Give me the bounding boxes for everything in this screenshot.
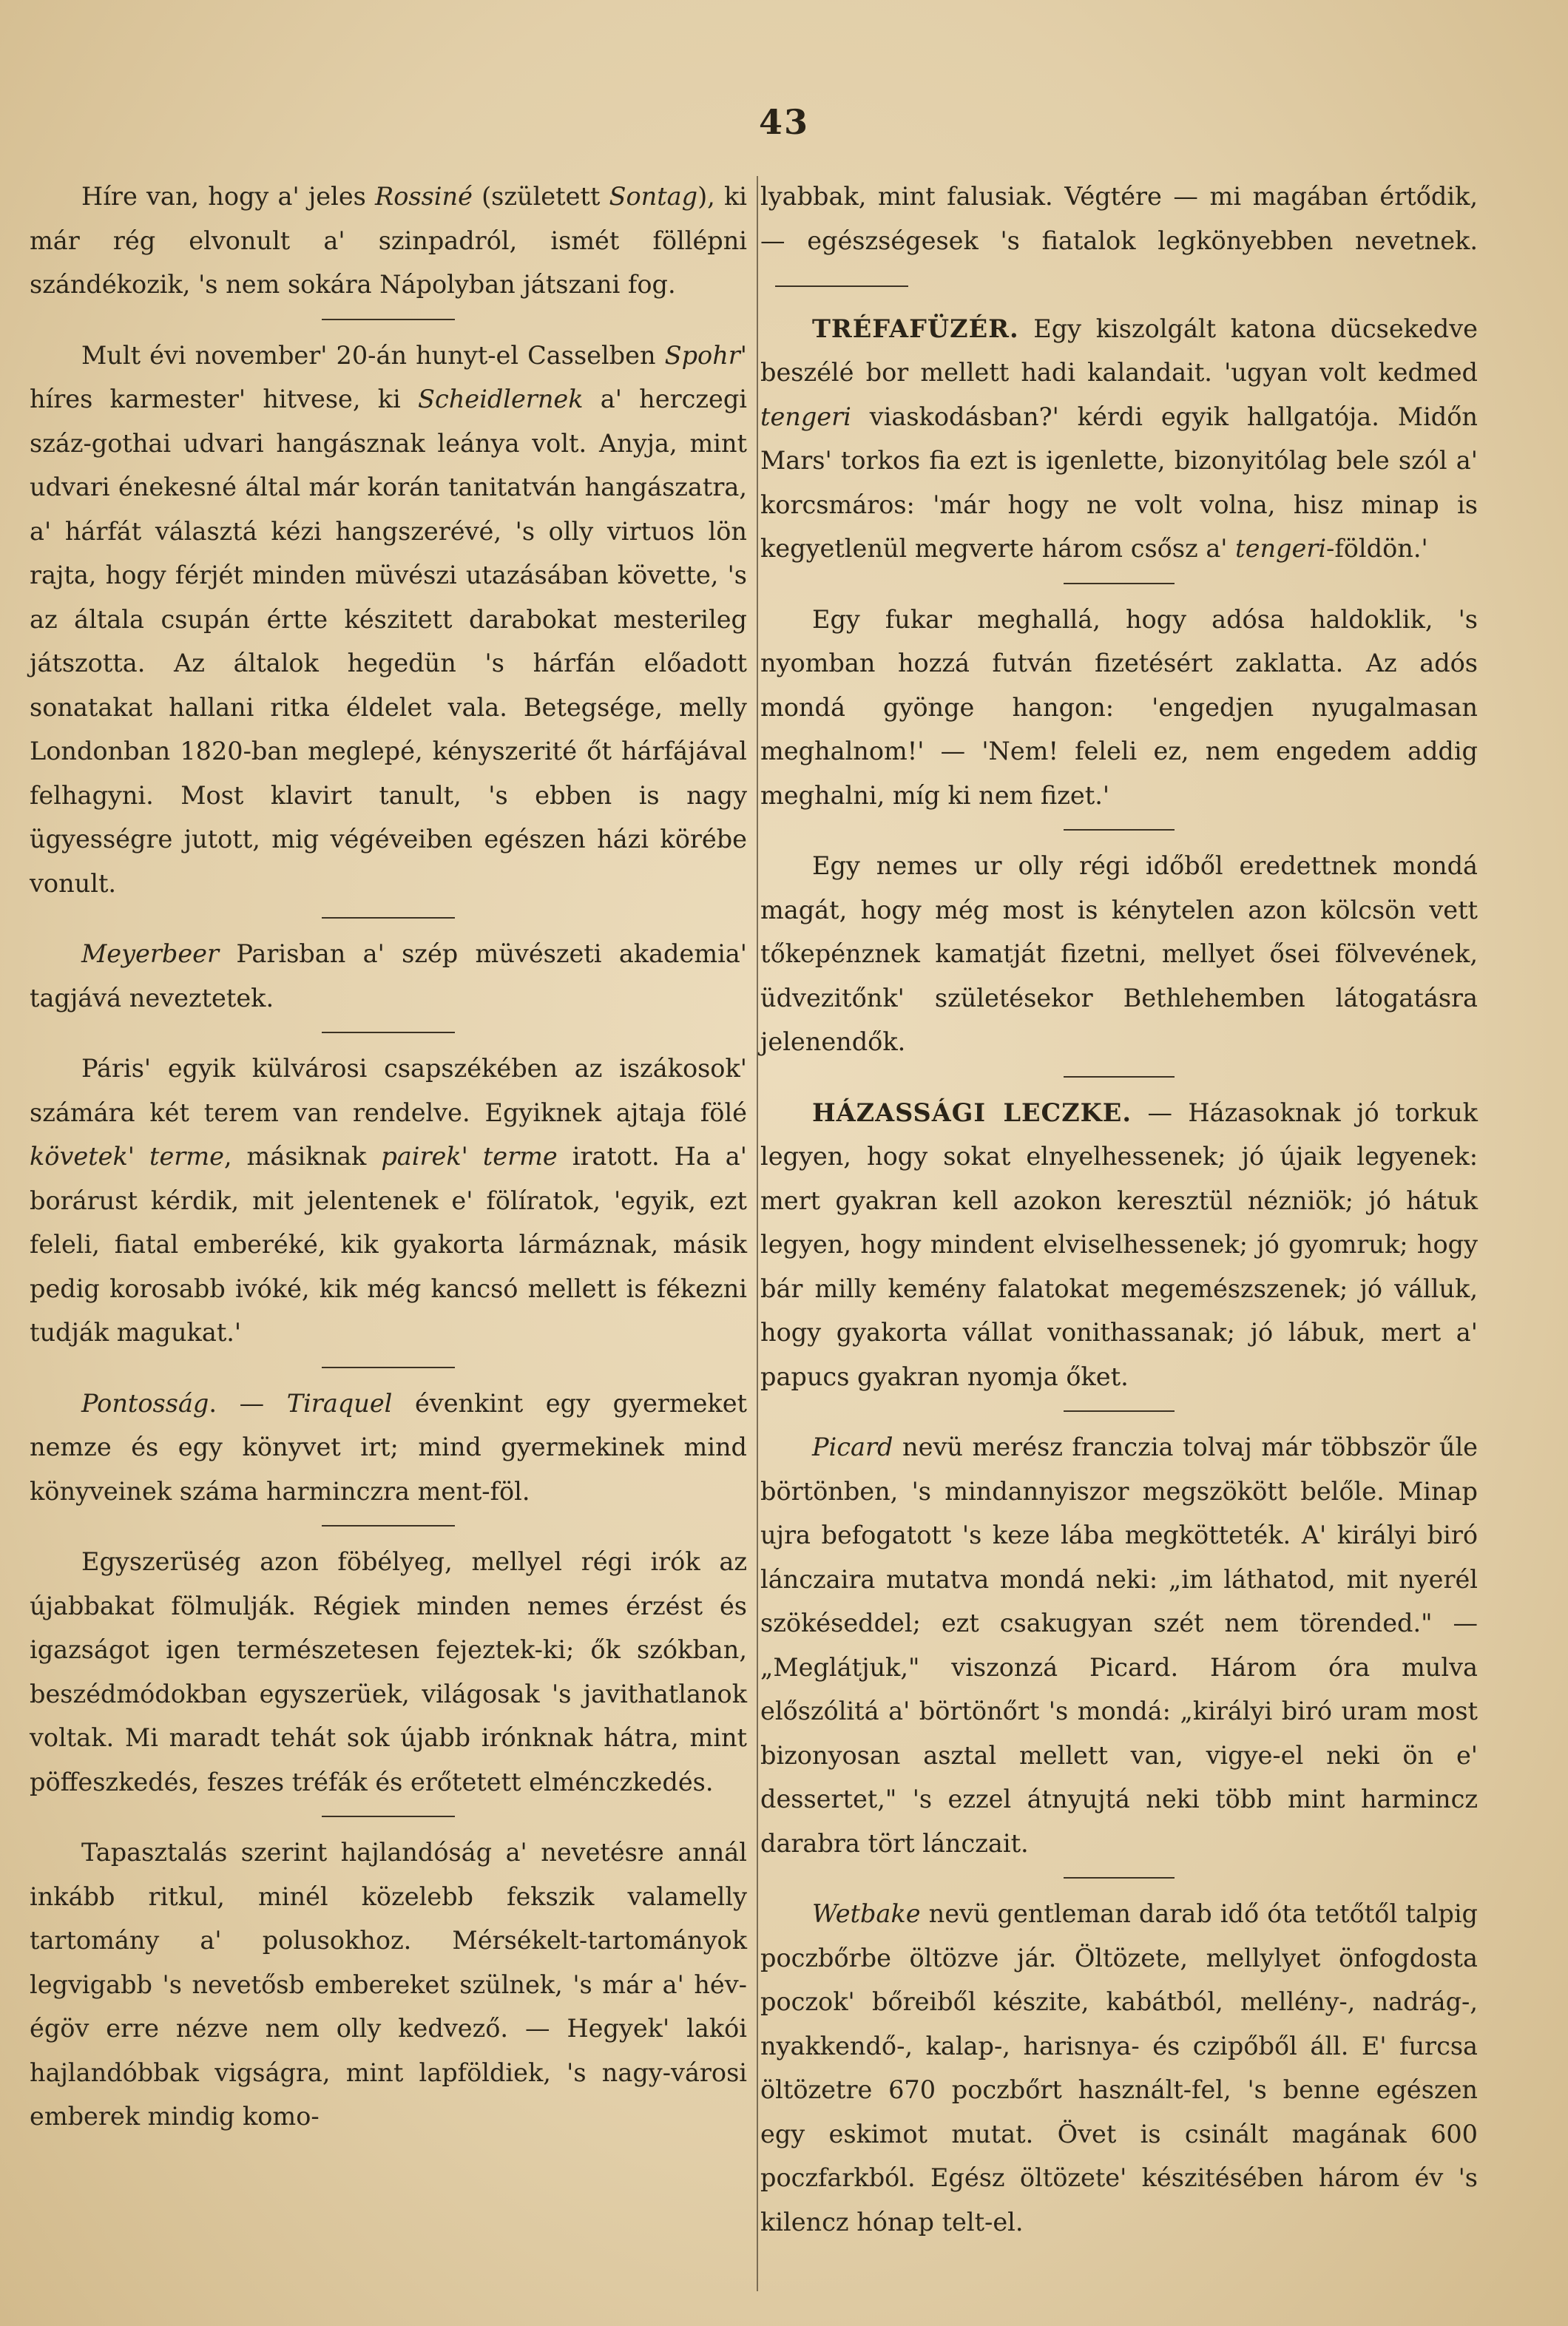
section-separator — [322, 1367, 455, 1368]
text-run: , másiknak — [223, 1142, 382, 1171]
name-picard: Picard — [812, 1433, 893, 1461]
text-run: Egy kiszolgált katona dücsekedve beszélé bor mellett hadi kalandait. 'ugyan volt kedmed — [760, 314, 1478, 387]
name-rossine: Rossiné — [375, 182, 473, 211]
text-run: Páris' egyik külvárosi csapszékében az iszákosok' számára két terem van rendelve. Egyiknek ajtaja fölé — [30, 1054, 747, 1127]
essay-nevetes-continued — [760, 175, 1478, 307]
anecdote-wetbake — [760, 1892, 1478, 2244]
text-run: ), ki már rég elvonult a' szinpadról, ismét föllépni szándékozik, 's nem sokára Nápolyban játszani fog. — [30, 182, 747, 299]
word-tengeri: tengeri — [1235, 534, 1327, 563]
phrase-pairek-terme: pairek' terme — [381, 1142, 558, 1171]
section-separator — [322, 1816, 455, 1817]
section-separator — [1064, 1877, 1175, 1879]
text-run: nevü gentleman darab idő óta tetőtől talpig poczbőrbe öltözve jár. Öltözete, mellylyet önfogdosta poczok' bőreiből készite, kabátból, mellény-, nadrág-, nyakkendő-, kalap-, harisnya- és czipőből áll. E' furcsa öltözetre 670 poczbőrt használt-fel, 's benne egészen egy eskimot mutat. Övet is csinált magának 600 poczfarkból. Egész öltözete' készitésében három év 's kilencz hónap telt-el. — [760, 1899, 1478, 2237]
anecdote-fukar: Egy fukar meghallá, hogy adósa haldoklik, 's nyomban hozzá futván fizetésért zaklatta. Az adós mondá gyönge hangon: 'engedjen nyugalmasan meghalnom!' — 'Nem! feleli ez, nem engedem addig meghalni, míg ki nem fizet.' — [760, 604, 1478, 810]
phrase-kovetek-terme: követek' terme — [30, 1142, 224, 1171]
text-run: . — — [209, 1388, 287, 1418]
name-tiraquel: Tiraquel — [286, 1388, 393, 1418]
text-run: a' herczegi száz-gothai udvari hangásznak leánya volt. Anyja, mint udvari énekesné által már korán tanitatván hangászatra, a' hárfát választá kézi hangszerévé, 's olly virtuos lön rajta, hogy férjét minden müvészi utazásában követte, 's az általa csupán értte készitett darabokat mesterileg játszotta. Az általok hegedün 's hárfán előadott sonatakat hallani ritka éldelet vala. Betegsége, melly Londonban 1820-ban meglepé, kényszerité őt hárfájával felhagyni. Most klavirt tanult, 's ebben is nagy ügyességre jutott, mig végéveiben egészen házi körébe vonult. — [30, 385, 747, 898]
anecdote-hazassagi-leczke — [760, 1091, 1478, 1399]
section-separator — [322, 1032, 455, 1033]
text-run: (született — [472, 182, 609, 211]
name-meyerbeer: Meyerbeer — [81, 939, 220, 968]
anecdote-trefafuzer — [760, 307, 1478, 571]
heading-trefafuzer: TRÉFAFÜZÉR. — [812, 314, 1019, 343]
section-separator — [1064, 1410, 1175, 1412]
text-run: ' híres karmester' hitvese, ki — [30, 340, 747, 413]
text-run: viaskodásban?' kérdi egyik hallgatója. Midőn Mars' torkos fia ezt is igenlette, bizonyitólag bele szól a' korcsmáros: 'már hogy ne volt volna, hisz minap is kegyetlenül megverte három csősz a' — [760, 402, 1478, 563]
essay-egyszeruseg: Egyszerüség azon föbélyeg, mellyel régi irók az újabbakat fölmulják. Régiek minden nemes érzést és igazságot igen természetesen fejeztek-ki; ők szókban, beszédmódokban egyszerüek, világosak 's javithatlanok voltak. Mi maradt tehát sok újabb irónknak hátra, mint pöffeszkedés, feszes tréfák és erőtetett elménczkedés. — [30, 1547, 747, 1796]
name-scheidler: Scheidlernek — [418, 385, 584, 413]
section-separator — [322, 917, 455, 919]
text-run: — Házasoknak jó torkuk legyen, hogy sokat elnyelhessenek; jó újaik legyenek: mert gyakran kell azokon keresztül nézniök; jó hátuk legyen, hogy mindent elviselhessenek; jó gyomruk; hogy bár milly kemény falatokat megemészszenek; jó válluk, hogy gyakorta vállat vonithassanak; jó lábuk, mert a' papucs gyakran nyomja őket. — [760, 1098, 1478, 1391]
column-divider — [757, 176, 758, 2291]
section-separator — [775, 285, 908, 287]
news-spohr-wife — [30, 334, 747, 906]
heading-pontossag: Pontosság — [81, 1388, 209, 1418]
essay-nevetes: Tapasztalás szerint hajlandóság a' nevetésre annál inkább ritkul, minél közelebb fekszik valamelly tartomány a' polusokhoz. Mérsékelt-tartományok legvigabb 's nevetősb embereket szülnek, 's már a' hév-égöv erre nézve nem olly kedvező. — Hegyek' lakói hajlandóbbak vigságra, mint lapföldiek, 's nagy-városi emberek mindig komo- — [30, 1838, 747, 2131]
text-run: Parisban a' szép müvészeti akademia' tagjává neveztetek. — [30, 939, 747, 1012]
text-run: iratott. Ha a' borárust kérdik, mit jelentenek e' fölíratok, 'egyik, ezt feleli, fiatal emberéké, kik gyakorta lármáznak, másik pedig korosabb ivóké, kik még kancsó mellett is fékezni tudják magukat.' — [30, 1142, 747, 1347]
news-rossi-sontag — [30, 175, 747, 307]
section-separator — [1064, 829, 1175, 831]
heading-hazassagi-leczke: HÁZASSÁGI LECZKE. — [812, 1098, 1132, 1127]
name-spohr: Spohr — [664, 340, 740, 370]
section-separator — [322, 319, 455, 320]
text-run: Híre van, hogy a' jeles — [81, 182, 376, 211]
section-separator — [322, 1525, 455, 1527]
right-column — [760, 175, 1478, 2244]
name-wetbake: Wetbake — [812, 1899, 921, 1928]
anecdote-nemes-ur: Egy nemes ur olly régi időből eredettnek mondá magát, hogy még most is kénytelen azon kölcsön vett tőkepénznek kamatját fizetni, mellyet ősei fölvevének, üdvezitőnk' születésekor Bethlehemben látogatásra jelenendők. — [760, 851, 1478, 1056]
section-separator — [1064, 1076, 1175, 1078]
page-number: 43 — [758, 102, 809, 142]
text-run: -földön.' — [1326, 534, 1428, 563]
text-run: lyabbak, mint falusiak. Végtére — mi magában értődik, — egészségesek 's fiatalok legkönyebben nevetnek. — [760, 182, 1478, 255]
word-tengeri: tengeri — [760, 402, 851, 431]
anecdote-paris-tavern — [30, 1047, 747, 1355]
anecdote-pontossag — [30, 1382, 747, 1514]
section-separator — [1064, 583, 1175, 584]
text-run: Mult évi november' 20-án hunyt-el Casselben — [81, 340, 665, 370]
anecdote-picard — [760, 1425, 1478, 1865]
text-run: nevü merész franczia tolvaj már többször űle börtönben, 's mindannyiszor megszökött belőle. Minap ujra befogatott 's keze lába megkötteték. A' királyi biró lánczaira mutatva mondá neki: „im láthatod, mit nyerél szökéseddel; ezt csakugyan szét nem törended." — „Meglátjuk," viszonzá Picard. Három óra mulva előszólitá a' börtönőrt 's mondá: „királyi biró uram most bizonyosan asztal mellett van, vigye-el neki ön e' dessertet," 's ezzel átnyujtá neki több mint harmincz darabra tört lánczait. — [760, 1433, 1478, 1858]
name-sontag: Sontag — [609, 182, 698, 211]
news-meyerbeer — [30, 932, 747, 1020]
text-run: évenkint egy gyermeket nemze és egy könyvet irt; mind gyermekinek mind könyveinek száma harminczra ment-föl. — [30, 1388, 747, 1506]
left-column — [30, 175, 747, 2139]
